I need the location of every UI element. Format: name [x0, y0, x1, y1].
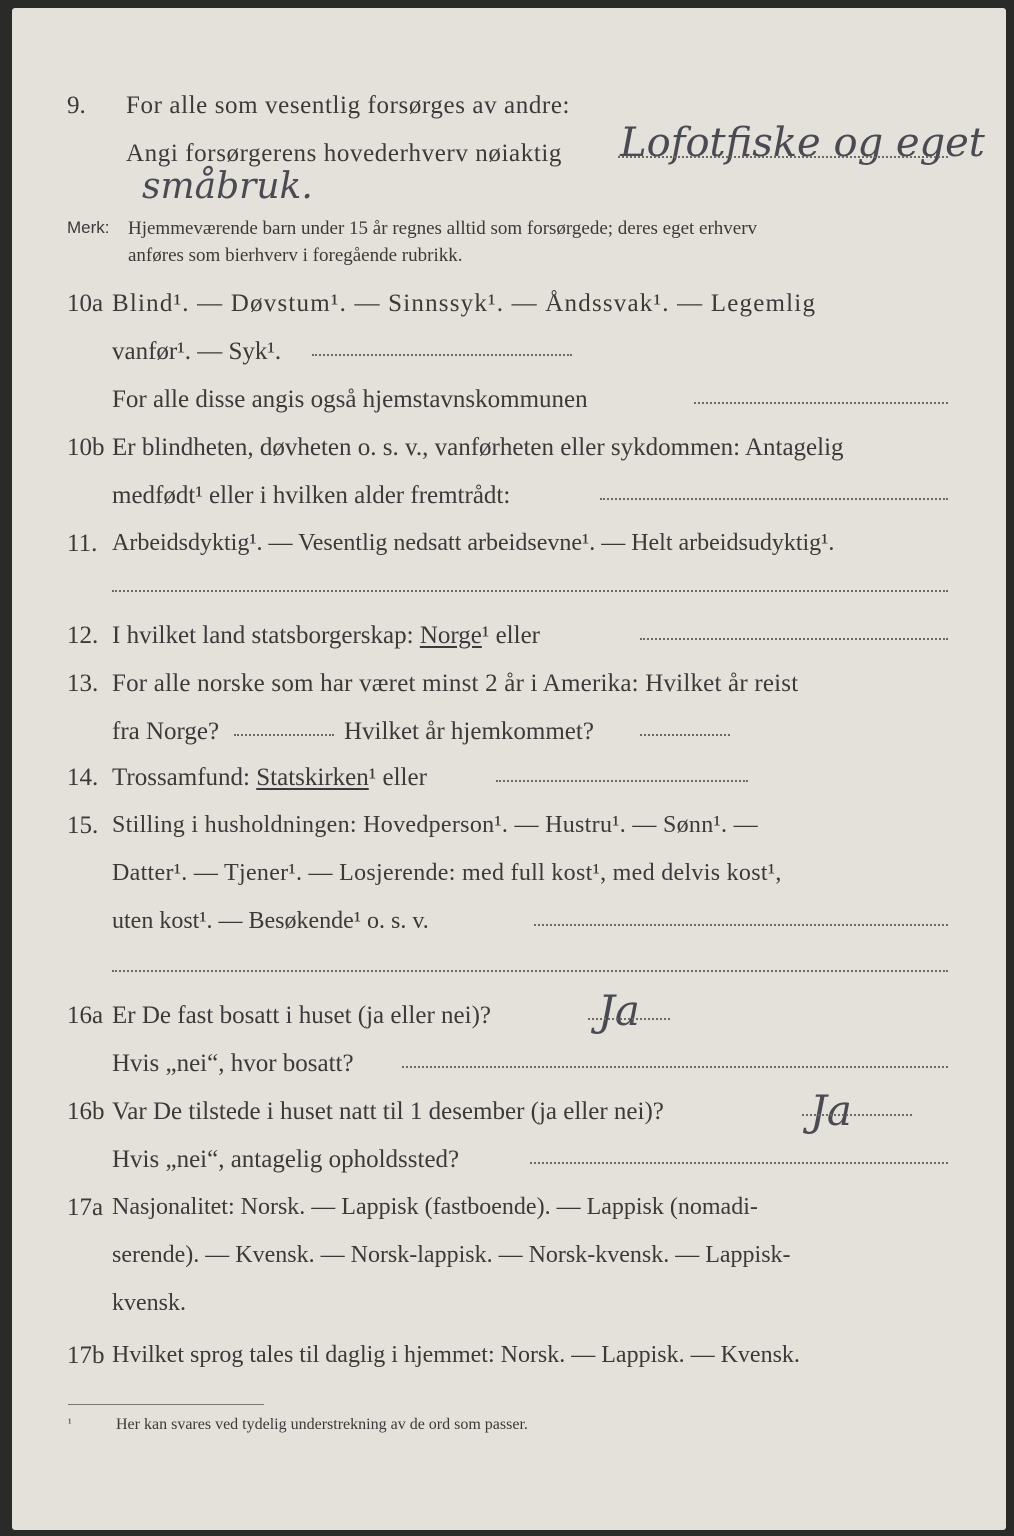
q12-underlined-answer: Norge	[419, 622, 482, 649]
q14-dotted-line	[496, 780, 748, 782]
q10a-line3: For alle disse angis også hjemstavnskommunen	[112, 386, 588, 413]
question-number-14: 14.	[67, 764, 99, 791]
q16b-handwritten-answer: Ja	[810, 1086, 852, 1135]
question-number-16b: 16b	[67, 1098, 105, 1125]
q13-hjemkommet-dotted-line	[640, 734, 730, 736]
q15-dotted-line-1	[534, 924, 948, 926]
q13-line1: For alle norske som har været minst 2 år i Amerika: Hvilket år reist	[112, 670, 799, 697]
q9-handwritten-answer-part2: småbruk.	[142, 166, 313, 207]
q12-dotted-line	[640, 638, 948, 640]
q10a-hjemstavn-dotted-line	[694, 402, 948, 404]
question-number-11: 11.	[67, 530, 98, 557]
q10b-dotted-line	[600, 498, 948, 500]
q14-text-post: ¹ eller	[368, 764, 427, 791]
q16b-opholdssted-dotted-line	[530, 1162, 948, 1164]
footnote-mark: ¹	[68, 1416, 72, 1430]
question-number-10a: 10a	[67, 290, 104, 317]
q16a-answer-dotted-line	[588, 1018, 670, 1020]
q16a-handwritten-answer: Ja	[598, 986, 640, 1035]
q17a-line2: serende). — Kvensk. — Norsk-lappisk. — Norsk-kvensk. — Lappisk-	[112, 1242, 791, 1268]
q10a-syk-dotted-line	[312, 354, 572, 356]
footnote-text: Her kan svares ved tydelig understrekning av de ord som passer.	[116, 1416, 528, 1433]
merk-line1: Hjemmeværende barn under 15 år regnes alltid som forsørgede; deres eget erhverv	[128, 218, 758, 239]
q14-underlined-answer: Statskirken	[256, 764, 369, 791]
q16b-answer-dotted-line	[802, 1114, 912, 1116]
q16a-line1: Er De fast bosatt i huset (ja eller nei)?	[112, 1002, 492, 1029]
census-form-page	[12, 8, 1006, 1530]
q11-dotted-line	[112, 590, 948, 592]
q13-line2a: fra Norge?	[112, 718, 220, 745]
q12-text: I hvilket land statsborgerskap:	[112, 622, 420, 649]
question-number-17a: 17a	[67, 1194, 104, 1221]
q10b-line2: medfødt¹ eller i hvilken alder fremtrådt:	[112, 482, 511, 509]
q14-line	[112, 764, 427, 792]
q15-line3: uten kost¹. — Besøkende¹ o. s. v.	[112, 908, 429, 934]
question-number-15: 15.	[67, 812, 99, 839]
q11-line1: Arbeidsdyktig¹. — Vesentlig nedsatt arbeidsevne¹. — Helt arbeidsudyktig¹.	[112, 530, 835, 556]
q10a-line2: vanfør¹. — Syk¹.	[112, 338, 282, 365]
q17b-line1: Hvilket sprog tales til daglig i hjemmet: Norsk. — Lappisk. — Kvensk.	[112, 1342, 800, 1368]
q9-handwritten-answer-part1: Lofotfiske og eget	[620, 120, 985, 166]
question-number-16a: 16a	[67, 1002, 104, 1029]
merk-label: Merk:	[67, 218, 110, 237]
q13-reist-dotted-line	[234, 734, 334, 736]
question-number-17b: 17b	[67, 1342, 105, 1369]
q9-line1: For alle som vesentlig forsørges av andre:	[126, 92, 571, 119]
q12-line	[112, 622, 540, 650]
question-number-10b: 10b	[67, 434, 105, 461]
q10b-line1: Er blindheten, døvheten o. s. v., vanførheten eller sykdommen: Antagelig	[112, 434, 844, 461]
q10a-line1: Blind¹. — Døvstum¹. — Sinnssyk¹. — Åndssvak¹. — Legemlig	[112, 290, 817, 317]
q12-text-post: ¹ eller	[481, 622, 540, 649]
question-number-12: 12.	[67, 622, 99, 649]
q15-line1: Stilling i husholdningen: Hovedperson¹. — Hustru¹. — Sønn¹. —	[112, 812, 758, 838]
q16b-line1: Var De tilstede i huset natt til 1 desember (ja eller nei)?	[112, 1098, 664, 1125]
q16a-line2: Hvis „nei“, hvor bosatt?	[112, 1050, 354, 1077]
q14-text: Trossamfund:	[112, 764, 257, 791]
q15-line2: Datter¹. — Tjener¹. — Losjerende: med full kost¹, med delvis kost¹,	[112, 860, 782, 886]
question-number-13: 13.	[67, 670, 99, 697]
footnote-rule	[68, 1404, 264, 1405]
q9-line2: Angi forsørgerens hovederhverv nøiaktig	[126, 140, 563, 167]
q17a-line1: Nasjonalitet: Norsk. — Lappisk (fastboende). — Lappisk (nomadi-	[112, 1194, 758, 1220]
q16a-bosatt-dotted-line	[402, 1066, 948, 1068]
q15-dotted-line-2	[112, 970, 948, 972]
q17a-line3: kvensk.	[112, 1290, 186, 1316]
question-number-9: 9.	[67, 92, 86, 119]
q9-answer-dotted-line	[618, 156, 948, 158]
merk-line2: anføres som bierhverv i foregående rubrikk.	[128, 245, 463, 266]
q13-line2b: Hvilket år hjemkommet?	[344, 718, 594, 745]
q16b-line2: Hvis „nei“, antagelig opholdssted?	[112, 1146, 460, 1173]
